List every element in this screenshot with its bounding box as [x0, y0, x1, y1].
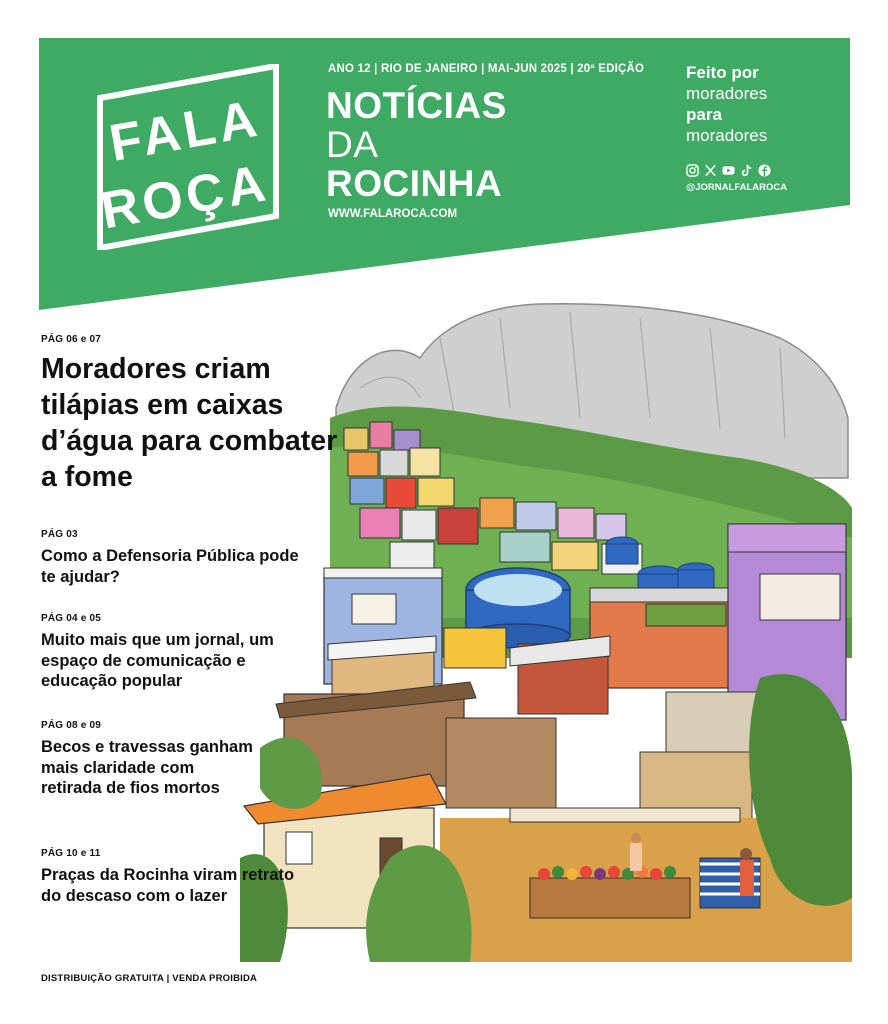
tagline-line-3: para	[686, 105, 722, 124]
story-title: Becos e travessas ganham mais claridade com retirada de fios mortos	[41, 738, 253, 797]
distribution-note: DISTRIBUIÇÃO GRATUITA | VENDA PROIBIDA	[41, 973, 258, 984]
tagline-line-4: moradores	[686, 126, 768, 145]
story-page-ref: PÁG 10 e 11	[41, 848, 101, 859]
social-icons	[686, 164, 771, 177]
story-page-ref: PÁG 04 e 05	[41, 613, 102, 624]
facebook-icon[interactable]	[758, 164, 771, 177]
story-title: Como a Defensoria Pública pode te ajudar?	[41, 547, 299, 586]
x-icon[interactable]	[704, 164, 717, 177]
story-item[interactable]	[41, 848, 301, 906]
main-story[interactable]	[41, 334, 341, 495]
story-item[interactable]	[41, 720, 256, 799]
website-link[interactable]: WWW.FALAROCA.COM	[328, 208, 458, 220]
edition-info: ANO 12 | RIO DE JANEIRO | MAI-JUN 2025 | 20ª EDIÇÃO	[328, 63, 645, 75]
tagline	[686, 62, 767, 146]
story-item[interactable]	[41, 613, 301, 692]
instagram-icon[interactable]	[686, 164, 699, 177]
social-handle[interactable]: @JORNALFALAROCA	[686, 182, 788, 193]
story-title: Praças da Rocinha viram retrato do descaso com o lazer	[41, 866, 295, 905]
fala-roca-logo	[96, 64, 280, 250]
youtube-icon[interactable]	[722, 164, 735, 177]
tagline-line-1: Feito por	[686, 63, 759, 82]
title-line-2: DA	[326, 124, 379, 165]
logo-text-line1: FALA	[105, 89, 265, 173]
story-page-ref: PÁG 03	[41, 529, 78, 540]
logo-text-line2: ROÇA	[96, 154, 274, 241]
story-page-ref: PÁG 08 e 09	[41, 720, 102, 731]
tagline-line-2: moradores	[686, 84, 768, 103]
title-line-3: ROCINHA	[326, 163, 503, 204]
story-item[interactable]	[41, 529, 301, 587]
newspaper-title	[326, 86, 507, 203]
title-line-1: NOTÍCIAS	[326, 85, 507, 126]
main-story-title: Moradores criam tilápias em caixas d’água para combater a fome	[41, 353, 338, 493]
tiktok-icon[interactable]	[740, 164, 753, 177]
main-story-page-ref: PÁG 06 e 07	[41, 334, 102, 345]
story-title: Muito mais que um jornal, um espaço de comunicação e educação popular	[41, 631, 274, 690]
